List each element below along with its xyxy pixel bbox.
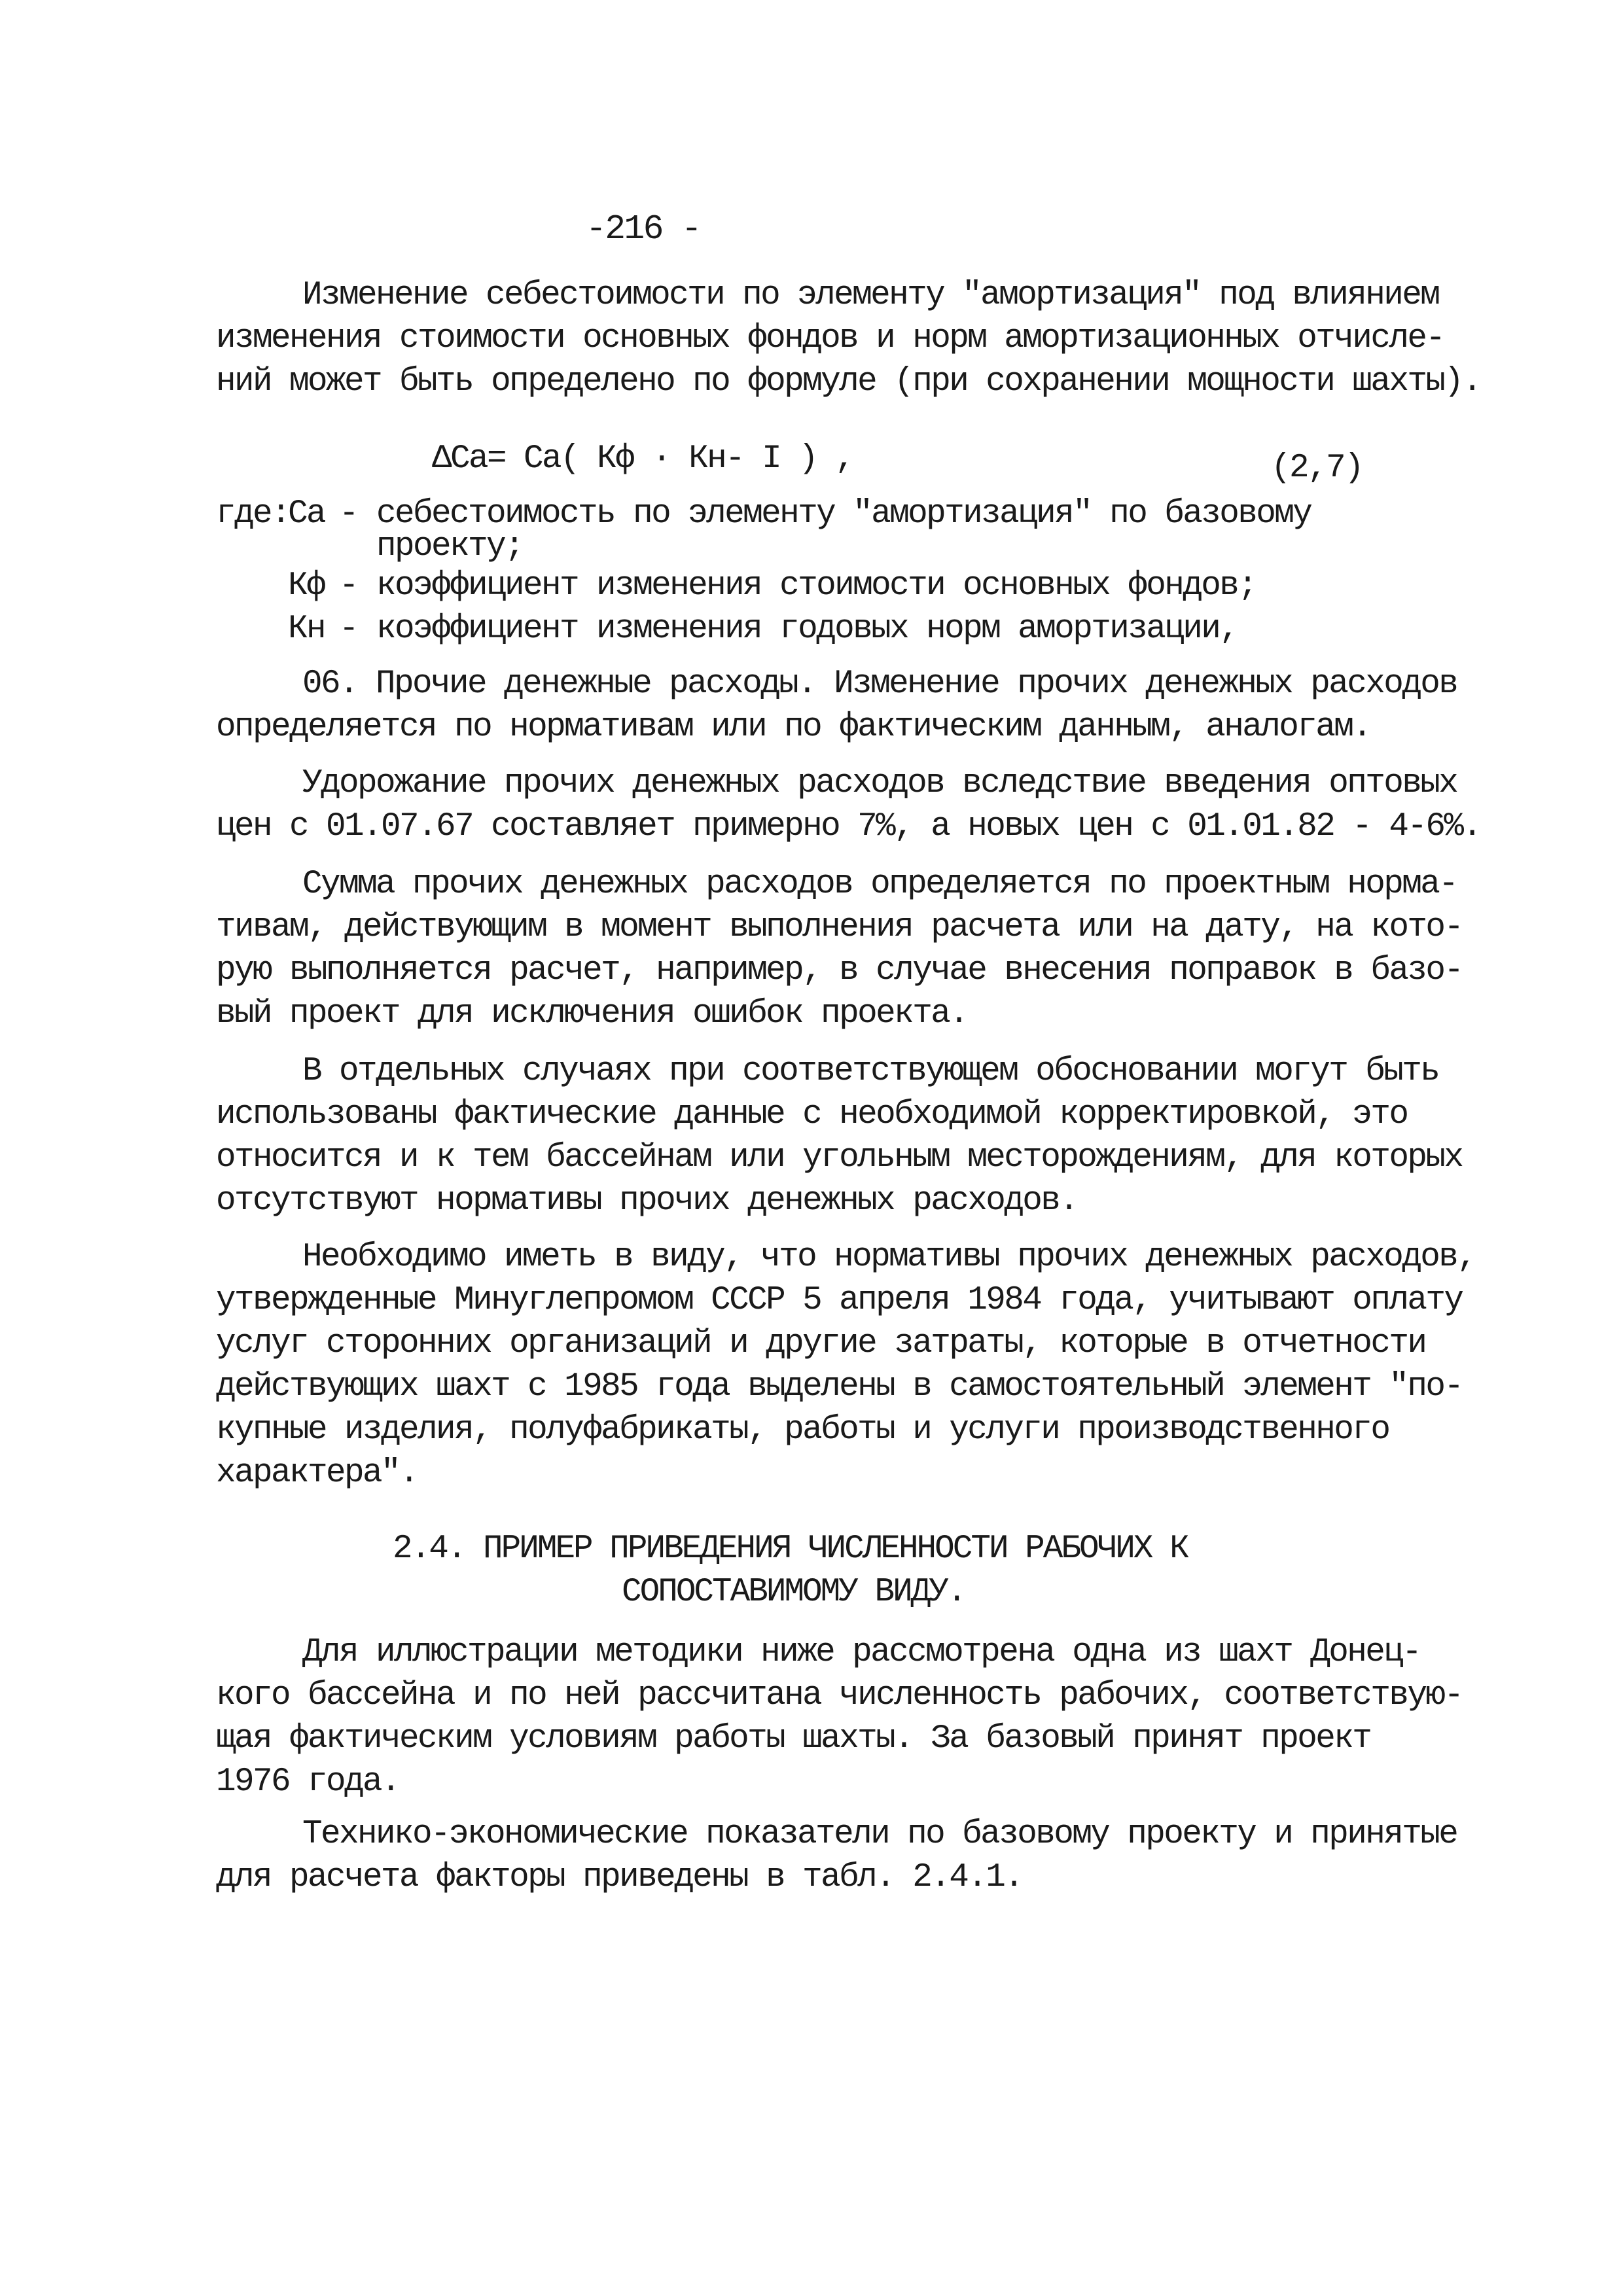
paragraph-4-line-3: рую выполняется расчет, например, в случае внесения поправок в базо-	[216, 952, 1463, 989]
where-dash: -	[339, 610, 358, 648]
paragraph-1-line-1: Изменение себестоимости по элементу "амортизация" под влиянием	[302, 277, 1439, 314]
section-heading-line-1: 2.4. ПРИМЕР ПРИВЕДЕНИЯ ЧИСЛЕННОСТИ РАБОЧИХ К	[393, 1530, 1188, 1568]
paragraph-7-line-2: кого бассейна и по ней рассчитана численность рабочих, соответствую-	[216, 1677, 1463, 1714]
where-dash: -	[339, 495, 358, 533]
paragraph-5-line-3: относится и к тем бассейнам или угольным месторождениям, для которых	[216, 1139, 1463, 1176]
formula: ΔCa= Ca( Кф · Кн- I ) ,	[432, 440, 854, 478]
paragraph-6-line-4: действующих шахт с 1985 года выделены в самостоятельный элемент "по-	[216, 1368, 1463, 1405]
formula-number: (2,7)	[1271, 450, 1363, 487]
section-heading-line-2: СОПОСТАВИМОМУ ВИДУ.	[622, 1574, 965, 1611]
paragraph-7-line-1: Для иллюстрации методики ниже рассмотрена одна из шахт Донец-	[302, 1634, 1421, 1671]
paragraph-7-line-4: 1976 года.	[216, 1763, 400, 1801]
paragraph-5-line-4: отсутствуют нормативы прочих денежных расходов.	[216, 1182, 1078, 1220]
paragraph-6-line-3: услуг сторонних организаций и другие затраты, которые в отчетности	[216, 1325, 1426, 1362]
paragraph-5-line-2: использованы фактические данные с необходимой корректировкой, это	[216, 1096, 1408, 1133]
paragraph-4-line-1: Сумма прочих денежных расходов определяется по проектным норма-	[302, 866, 1457, 903]
paragraph-2-line-1: 06. Прочие денежные расходы. Изменение прочих денежных расходов	[302, 665, 1457, 703]
paragraph-8-line-1: Технико-экономические показатели по базовому проекту и принятые	[302, 1816, 1457, 1853]
where-symbol-ca: Ca	[288, 495, 325, 533]
paragraph-7-line-3: щая фактическим условиям работы шахты. За базовый принят проект	[216, 1720, 1371, 1757]
paragraph-5-line-1: В отдельных случаях при соответствующем обосновании могут быть	[302, 1053, 1439, 1090]
where-label: где:	[216, 495, 290, 533]
where-definition-ca-line-2: проекту;	[376, 528, 524, 565]
where-definition-kf: коэффициент изменения стоимости основных фондов;	[376, 567, 1257, 605]
paragraph-3-line-2: цен с 01.07.67 составляет примерно 7%, а новых цен с 01.01.82 - 4-6%.	[216, 808, 1481, 845]
where-dash: -	[339, 567, 358, 605]
where-symbol-kn: Кн	[288, 610, 325, 648]
where-definition-ca-line-1: себестоимость по элементу "амортизация" по базовому	[376, 495, 1311, 533]
paragraph-4-line-4: вый проект для исключения ошибок проекта.	[216, 995, 968, 1033]
where-symbol-kf: Кф	[288, 567, 325, 605]
paragraph-3-line-1: Удорожание прочих денежных расходов вследствие введения оптовых	[302, 765, 1457, 802]
paragraph-6-line-2: утвержденные Минуглепромом СССР 5 апреля 1984 года, учитывают оплату	[216, 1282, 1463, 1319]
page-number: -216 -	[586, 209, 701, 249]
paragraph-6-line-6: характера".	[216, 1455, 418, 1492]
paragraph-4-line-2: тивам, действующим в момент выполнения расчета или на дату, на кото-	[216, 909, 1463, 946]
paragraph-1-line-3: ний может быть определено по формуле (при сохранении мощности шахты).	[216, 363, 1481, 400]
paragraph-1-line-2: изменения стоимости основных фондов и норм амортизационных отчисле-	[216, 320, 1444, 357]
paragraph-8-line-2: для расчета факторы приведены в табл. 2.4.1.	[216, 1859, 1023, 1896]
paragraph-6-line-1: Необходимо иметь в виду, что нормативы прочих денежных расходов,	[302, 1239, 1476, 1276]
where-definition-kn: коэффициент изменения годовых норм амортизации,	[376, 610, 1238, 648]
paragraph-2-line-2: определяется по нормативам или по фактическим данным, аналогам.	[216, 709, 1371, 746]
paragraph-6-line-5: купные изделия, полуфабрикаты, работы и услуги производственного	[216, 1411, 1389, 1449]
